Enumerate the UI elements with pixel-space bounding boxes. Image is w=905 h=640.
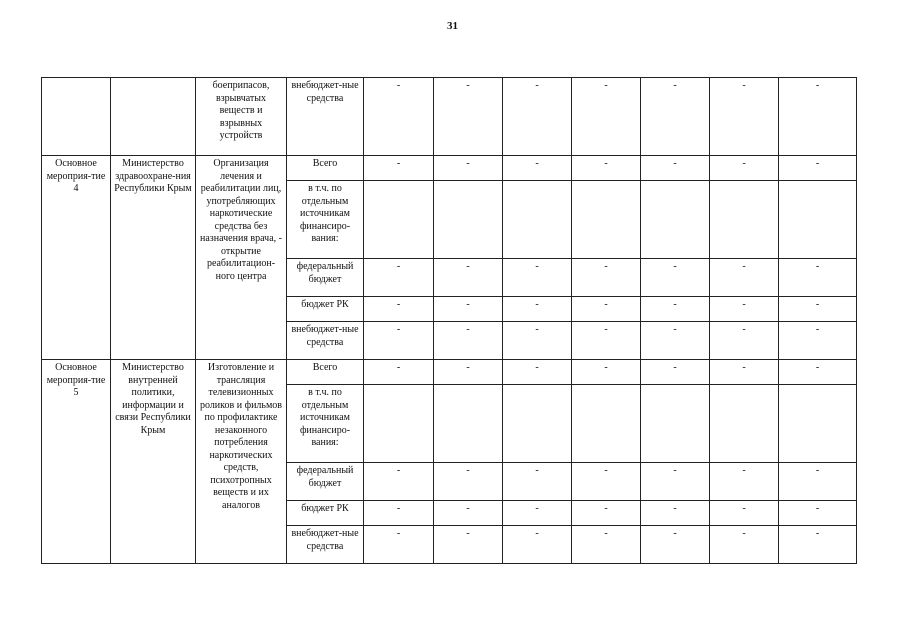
value-cell: - [503, 156, 572, 181]
value-cell: - [364, 322, 434, 360]
value-cell: - [641, 360, 710, 385]
value-cell: - [503, 526, 572, 564]
source-cell: бюджет РК [287, 501, 364, 526]
table-row [42, 156, 857, 181]
value-cell: - [710, 360, 779, 385]
value-cell: - [572, 156, 641, 181]
value-cell: - [572, 297, 641, 322]
value-cell: - [641, 78, 710, 156]
value-cell: - [779, 156, 857, 181]
source-cell: федеральный бюджет [287, 463, 364, 501]
executor-cell: Министерство внутренней политики, информации и связи Республики Крым [111, 360, 196, 564]
executor-cell [111, 78, 196, 156]
source-cell: федеральный бюджет [287, 259, 364, 297]
value-cell: - [364, 259, 434, 297]
value-cell: - [364, 526, 434, 564]
table-row [42, 78, 857, 156]
value-cell: - [641, 156, 710, 181]
value-cell: - [434, 526, 503, 564]
value-cell [364, 181, 434, 259]
description-cell: Изготовление и трансляция телевизионных роликов и фильмов по профилактике незаконного потребления наркотических средств, психотропных веществ и их аналогов [196, 360, 287, 564]
value-cell: - [710, 259, 779, 297]
source-cell: Всего [287, 360, 364, 385]
value-cell: - [572, 463, 641, 501]
value-cell [503, 385, 572, 463]
value-cell: - [779, 501, 857, 526]
value-cell [710, 181, 779, 259]
value-cell: - [710, 322, 779, 360]
value-cell: - [364, 463, 434, 501]
value-cell [434, 181, 503, 259]
value-cell: - [641, 501, 710, 526]
value-cell: - [779, 360, 857, 385]
value-cell: - [710, 78, 779, 156]
value-cell: - [710, 526, 779, 564]
value-cell: - [641, 297, 710, 322]
value-cell: - [572, 259, 641, 297]
value-cell [364, 385, 434, 463]
value-cell: - [503, 297, 572, 322]
value-cell: - [779, 322, 857, 360]
event-cell [42, 78, 111, 156]
source-cell: внебюджет-ные средства [287, 526, 364, 564]
value-cell: - [710, 297, 779, 322]
page-number: 31 [447, 20, 458, 32]
value-cell: - [364, 297, 434, 322]
value-cell: - [641, 259, 710, 297]
value-cell: - [779, 78, 857, 156]
value-cell [503, 181, 572, 259]
value-cell: - [572, 322, 641, 360]
budget-table [41, 77, 857, 564]
value-cell: - [434, 322, 503, 360]
value-cell: - [641, 526, 710, 564]
value-cell: - [364, 156, 434, 181]
value-cell: - [779, 259, 857, 297]
source-cell: в т.ч. по отдельным источникам финансиро-вания: [287, 385, 364, 463]
value-cell: - [434, 360, 503, 385]
value-cell: - [434, 297, 503, 322]
source-cell: бюджет РК [287, 297, 364, 322]
value-cell: - [434, 463, 503, 501]
value-cell [641, 181, 710, 259]
source-cell: внебюджет-ные средства [287, 322, 364, 360]
value-cell: - [503, 360, 572, 385]
value-cell: - [503, 322, 572, 360]
value-cell: - [572, 501, 641, 526]
value-cell [572, 385, 641, 463]
description-cell: боеприпасов, взрывчатых веществ и взрывных устройств [196, 78, 287, 156]
value-cell: - [572, 526, 641, 564]
value-cell: - [641, 322, 710, 360]
value-cell [434, 385, 503, 463]
value-cell: - [710, 156, 779, 181]
value-cell: - [503, 501, 572, 526]
value-cell: - [572, 360, 641, 385]
value-cell: - [503, 259, 572, 297]
value-cell [779, 181, 857, 259]
value-cell: - [364, 501, 434, 526]
value-cell: - [503, 78, 572, 156]
value-cell: - [364, 360, 434, 385]
value-cell: - [710, 463, 779, 501]
value-cell [641, 385, 710, 463]
value-cell: - [710, 501, 779, 526]
value-cell [572, 181, 641, 259]
value-cell: - [779, 297, 857, 322]
value-cell: - [779, 463, 857, 501]
value-cell: - [503, 463, 572, 501]
event-cell: Основное мероприя-тие 5 [42, 360, 111, 564]
value-cell: - [434, 78, 503, 156]
value-cell: - [572, 78, 641, 156]
source-cell: в т.ч. по отдельным источникам финансиро-вания: [287, 181, 364, 259]
value-cell: - [364, 78, 434, 156]
value-cell: - [434, 156, 503, 181]
value-cell [779, 385, 857, 463]
source-cell: внебюджет-ные средства [287, 78, 364, 156]
value-cell [710, 385, 779, 463]
value-cell: - [641, 463, 710, 501]
source-cell: Всего [287, 156, 364, 181]
value-cell: - [434, 259, 503, 297]
value-cell: - [434, 501, 503, 526]
table-row [42, 360, 857, 385]
event-cell: Основное мероприя-тие 4 [42, 156, 111, 360]
executor-cell: Министерство здравоохране-ния Республики Крым [111, 156, 196, 360]
description-cell: Организация лечения и реабилитации лиц, употребляющих наркотические средства без назначения врача, - открытие реабилитацион-ного центра [196, 156, 287, 360]
value-cell: - [779, 526, 857, 564]
